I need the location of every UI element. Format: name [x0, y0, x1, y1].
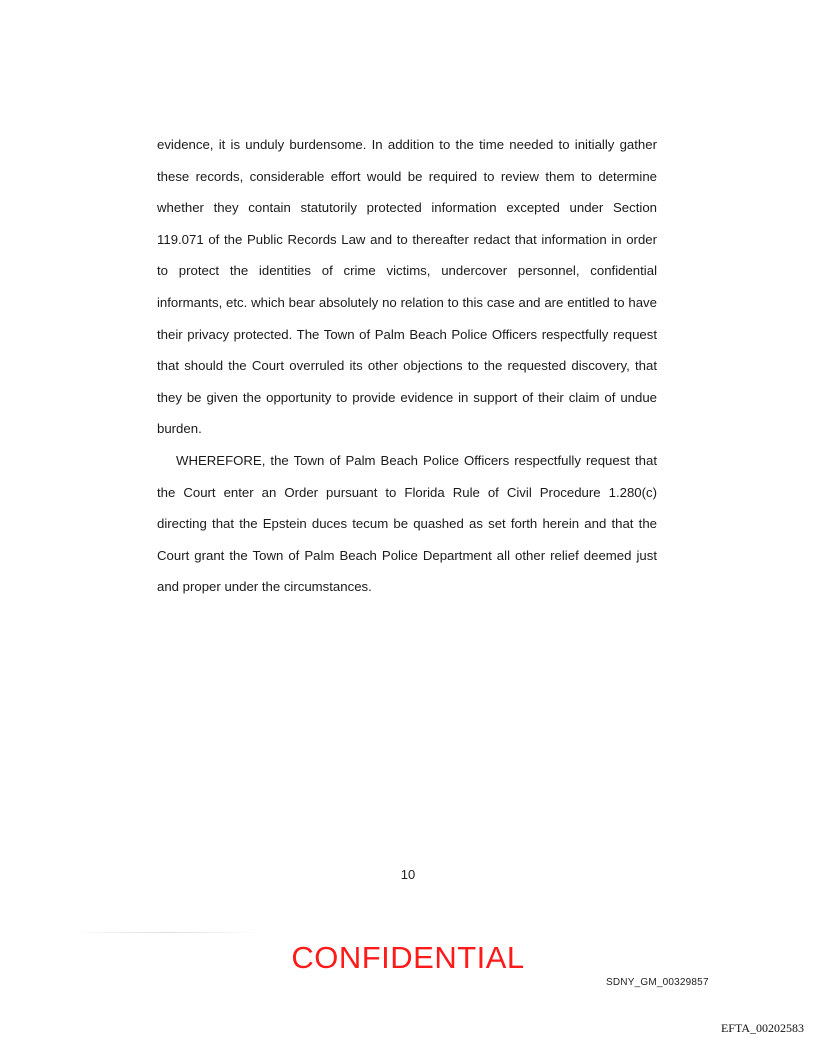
paragraph-wherefore: WHEREFORE, the Town of Palm Beach Police Officers respectfully request that the Court enter an Order pursuant to Florida Rule of Civil Procedure 1.280(c) directing that the Epstein duces tecum be quashed as set forth herein and that the Court grant the Town of Palm Beach Police Department all other relief deemed just and proper under the circumstances.: [157, 452, 657, 595]
paragraph-undue-burden: evidence, it is unduly burdensome. In addition to the time needed to initially gather these records, considerable effort would be required to review them to determine whether they contain statutorily protected information excepted under Section 119.071 of the Public Records Law and to thereafter redact that information in order to protect the identities of crime victims, undercover personnel, confidential informants, etc. which bear absolutely no relation to this case and are entitled to have their privacy protected. The Town of Palm Beach Police Officers respectfully request that should the Court overruled its other objections to the requested discovery, that they be given the opportunity to provide evidence in support of their claim of undue burden.: [157, 137, 657, 437]
bates-number: SDNY_GM_00329857: [606, 977, 709, 988]
confidential-stamp: CONFIDENTIAL: [291, 940, 525, 975]
page-number: 10: [400, 867, 416, 882]
scan-artifact-line: [70, 932, 260, 933]
document-body: [157, 129, 657, 603]
efta-number: EFTA_00202583: [720, 1021, 804, 1035]
